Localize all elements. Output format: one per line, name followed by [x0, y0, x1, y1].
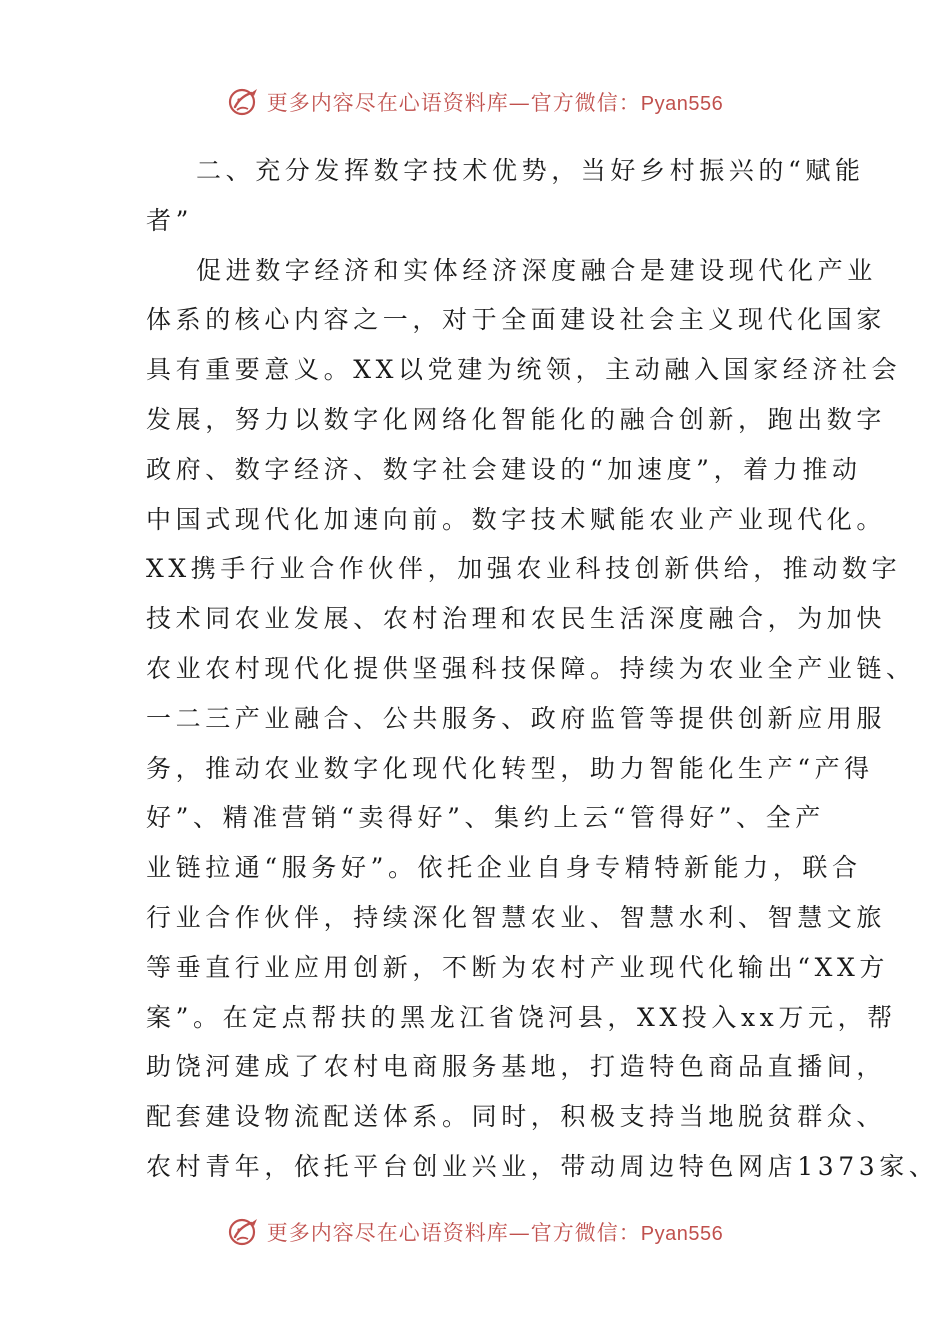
paragraph-line: 发展，努力以数字化网络化智能化的融合创新，跑出数字 — [146, 404, 887, 434]
paragraph-line: XX携手行业合作伙伴，加强农业科技创新供给，推动数字 — [146, 554, 902, 584]
section-heading-line: 者” — [146, 205, 193, 235]
wechat-id: Pyan556 — [640, 1223, 724, 1245]
paragraph-line: 案”。在定点帮扶的黑龙江省饶河县，XX投入xx万元，帮 — [146, 1002, 897, 1032]
pen-scroll-logo-icon — [227, 1215, 261, 1249]
paragraph-line: 体系的核心内容之一，对于全面建设社会主义现代化国家 — [146, 305, 887, 335]
paragraph-line: 一二三产业融合、公共服务、政府监管等提供创新应用服 — [146, 703, 887, 733]
watermark-text: 更多内容尽在心语资料库—官方微信：Pyan556 — [266, 91, 724, 115]
paragraph-line: 政府、数字经济、数字社会建设的“加速度”，着力推动 — [146, 454, 862, 484]
paragraph-line: 好”、精准营销“卖得好”、集约上云“管得好”、全产 — [146, 803, 825, 833]
header-watermark — [0, 82, 950, 122]
paragraph-line: 中国式现代化加速向前。数字技术赋能农业产业现代化。 — [146, 504, 887, 534]
paragraph-line: 行业合作伙伴，持续深化智慧农业、智慧水利、智慧文旅 — [146, 902, 887, 932]
pen-scroll-logo-icon — [227, 85, 261, 119]
paragraph-line: 农村青年，依托平台创业兴业，带动周边特色网店1373家、 — [146, 1151, 939, 1181]
paragraph-line: 具有重要意义。XX以党建为统领，主动融入国家经济社会 — [146, 355, 902, 385]
paragraph-line: 等垂直行业应用创新，不断为农村产业现代化输出“XX方 — [146, 952, 889, 982]
paragraph-line: 配套建设物流配送体系。同时，积极支持当地脱贫群众、 — [146, 1102, 887, 1132]
paragraph-line: 农业农村现代化提供坚强科技保障。持续为农业全产业链、 — [146, 653, 916, 683]
paragraph-line: 务，推动农业数字化现代化转型，助力智能化生产“产得 — [146, 753, 874, 783]
footer-watermark — [0, 1212, 950, 1252]
paragraph-line: 助饶河建成了农村电商服务基地，打造特色商品直播间， — [146, 1052, 887, 1082]
watermark-text: 更多内容尽在心语资料库—官方微信：Pyan556 — [266, 1221, 724, 1245]
paragraph-line: 促进数字经济和实体经济深度融合是建设现代化产业 — [196, 255, 877, 285]
wechat-id: Pyan556 — [640, 93, 724, 115]
section-heading-line: 二、充分发挥数字技术优势，当好乡村振兴的“赋能 — [196, 156, 865, 185]
paragraph-line: 业链拉通“服务好”。依托企业自身专精特新能力，联合 — [146, 853, 862, 883]
paragraph-line: 技术同农业发展、农村治理和农民生活深度融合，为加快 — [146, 604, 887, 634]
document-body — [146, 146, 939, 1192]
